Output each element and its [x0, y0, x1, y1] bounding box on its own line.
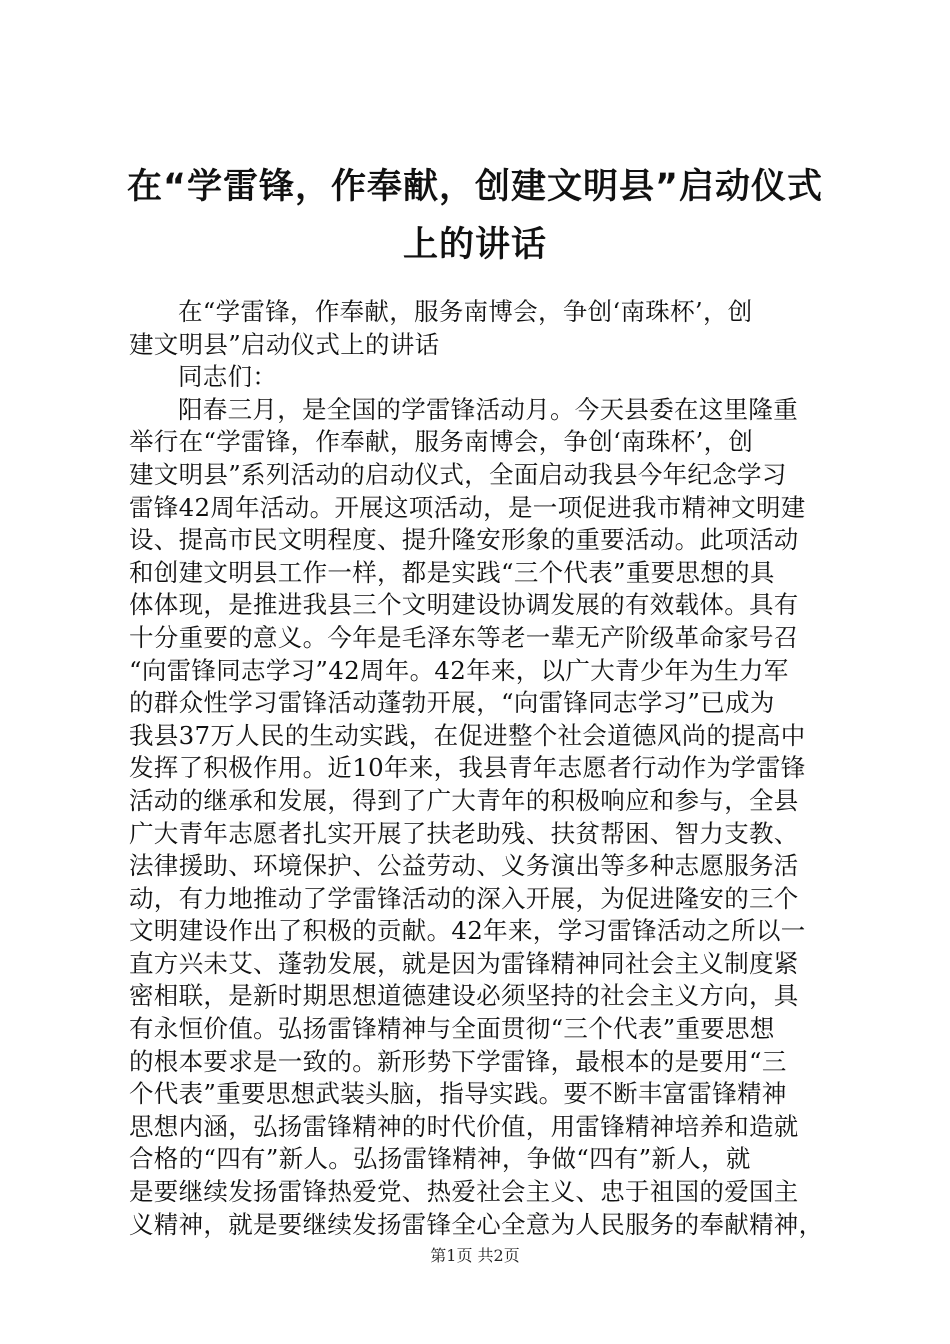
body-paragraph	[129, 361, 831, 394]
text-line: 在“学雷锋，作奉献，服务南博会，争创‘南珠杯’，创	[178, 297, 753, 326]
text-line: 建文明县”系列活动的启动仪式，全面启动我县今年纪念学习	[129, 459, 787, 489]
text-line: 思想内涵，弘扬雷锋精神的时代价值，用雷锋精神培养和造就	[129, 1111, 799, 1141]
text-line: 合格的“四有”新人。弘扬雷锋精神，争做“四有”新人，就	[129, 1144, 751, 1174]
text-line: 直方兴未艾、蓬勃发展，就是因为雷锋精神同社会主义制度紧	[129, 948, 799, 978]
body-paragraph	[129, 394, 831, 1241]
text-line: 个代表”重要思想武装头脑，指导实践。要不断丰富雷锋精神	[129, 1079, 787, 1109]
text-line: 是要继续发扬雷锋热爱党、热爱社会主义、忠于祖国的爱国主	[129, 1177, 799, 1207]
text-line: 发挥了积极作用。近10年来，我县青年志愿者行动作为学雷锋	[129, 753, 806, 783]
text-line: 动，有力地推动了学雷锋活动的深入开展，为促进隆安的三个	[129, 883, 799, 913]
text-line: 法律援助、环境保护、公益劳动、义务演出等多种志愿服务活	[129, 851, 799, 881]
text-line: 阳春三月，是全国的学雷锋活动月。今天县委在这里隆重	[178, 394, 798, 424]
text-line: 同志们：	[178, 362, 278, 392]
text-line: 体体现，是推进我县三个文明建设协调发展的有效载体。具有	[129, 590, 799, 620]
text-line: 有永恒价值。弘扬雷锋精神与全面贯彻“三个代表”重要思想	[129, 1014, 775, 1044]
text-line: 的根本要求是一致的。新形势下学雷锋，最根本的是要用“三	[129, 1046, 787, 1076]
text-line: 十分重要的意义。今年是毛泽东等老一辈无产阶级革命家号召	[129, 622, 799, 652]
title-line: 在“学雷锋，作奉献，创建文明县”启动仪式	[126, 167, 823, 207]
text-line: 和创建文明县工作一样，都是实践“三个代表”重要思想的具	[129, 557, 775, 587]
document-body	[129, 296, 831, 1241]
text-line: 密相联，是新时期思想道德建设必须坚持的社会主义方向，具	[129, 981, 799, 1011]
text-line: 活动的继承和发展，得到了广大青年的积极响应和参与，全县	[129, 785, 799, 815]
text-line: 的群众性学习雷锋活动蓬勃开展，“向雷锋同志学习”已成为	[129, 688, 775, 718]
text-line: 广大青年志愿者扎实开展了扶老助残、扶贫帮困、智力支教、	[129, 818, 799, 848]
text-line: 我县37万人民的生动实践，在促进整个社会道德风尚的提高中	[129, 720, 806, 750]
document-title	[100, 158, 850, 274]
text-line: 设、提高市民文明程度、提升隆安形象的重要活动。此项活动	[129, 525, 799, 555]
text-line: 文明建设作出了积极的贡献。42年来，学习雷锋活动之所以一	[129, 916, 806, 946]
text-line: 举行在“学雷锋，作奉献，服务南博会，争创‘南珠杯’，创	[129, 427, 754, 457]
body-paragraph	[129, 296, 831, 361]
text-line: 建文明县”启动仪式上的讲话	[129, 329, 440, 359]
text-line: 义精神，就是要继续发扬雷锋全心全意为人民服务的奉献精神，	[129, 1209, 824, 1239]
text-line: “向雷锋同志学习”42周年。42年来，以广大青少年为生力军	[129, 655, 789, 685]
text-line: 雷锋42周年活动。开展这项活动，是一项促进我市精神文明建	[129, 492, 806, 522]
title-line: 上的讲话	[402, 225, 547, 265]
page-number-footer: 第1页 共2页	[430, 1246, 520, 1265]
